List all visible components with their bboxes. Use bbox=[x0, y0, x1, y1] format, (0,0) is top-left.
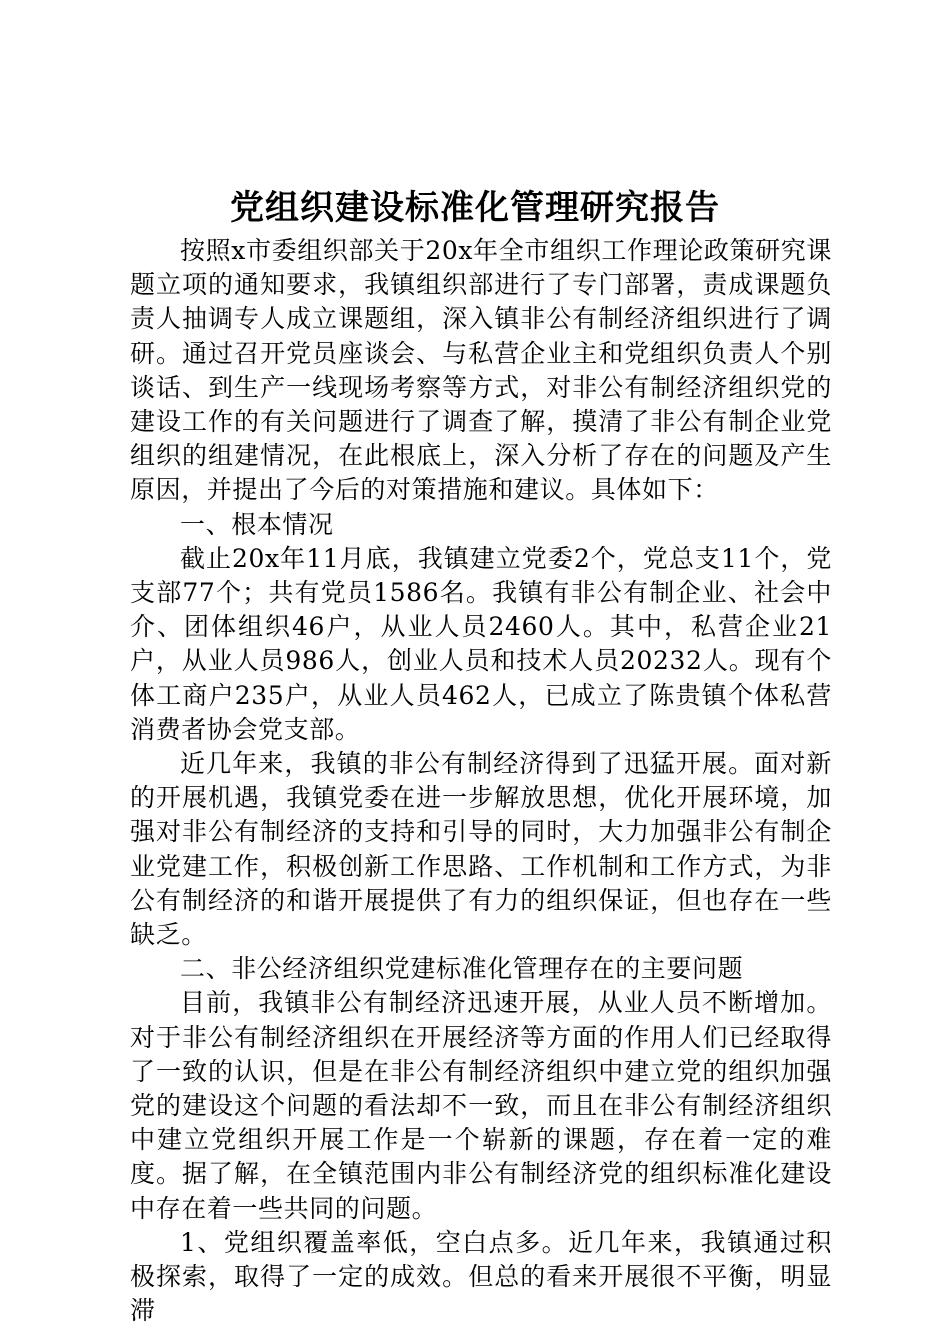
paragraph-current-status: 目前，我镇非公有制经济迅速开展，从业人员不断增加。对于非公有制经济组织在开展经济等方面的作用人们已经取得了一致的认识，但是在非公有制经济组织中建立党的组织加强党的建设这个问题的看法却不一致，而且在非公有制经济组织中建立党组织开展工作是一个崭新的课题，存在着一定的难度。据了解，在全镇范围内非公有制经济党的组织标准化建设中存在着一些共同的问题。 bbox=[130, 988, 832, 1223]
paragraph-statistics: 截止20x年11月底，我镇建立党委2个，党总支11个，党支部77个；共有党员1586名。我镇有非公有制企业、社会中介、团体组织46户，从业人员2460人。其中，私营企业21户，从业人员986人，创业人员和技术人员20232人。现有个体工商户235户，从业人员462人，已成立了陈贵镇个体私营消费者协会党支部。 bbox=[130, 543, 832, 744]
document-title: 党组织建设标准化管理研究报告 bbox=[230, 188, 720, 228]
paragraph-problem-1: 1、党组织覆盖率低，空白点多。近几年来，我镇通过积极探索，取得了一定的成效。但总的看来开展很不平衡，明显滞 bbox=[130, 1227, 832, 1326]
paragraph-development: 近几年来，我镇的非公有制经济得到了迅猛开展。面对新的开展机遇，我镇党委在进一步解放思想，优化开展环境，加强对非公有制经济的支持和引导的同时，大力加强非公有制企业党建工作，积极创新工作思路、工作机制和工作方式，为非公有制经济的和谐开展提供了有力的组织保证，但也存在一些缺乏。 bbox=[130, 749, 832, 950]
paragraph-intro: 按照x市委组织部关于20x年全市组织工作理论政策研究课题立项的通知要求，我镇组织部进行了专门部署，责成课题负责人抽调专人成立课题组，深入镇非公有制经济组织进行了调研。通过召开党员座谈会、与私营企业主和党组织负责人个别谈话、到生产一线现场考察等方式，对非公有制经济组织党的建设工作的有关问题进行了调查了解，摸清了非公有制企业党组织的组建情况，在此根底上，深入分析了存在的问题及产生原因，并提出了今后的对策措施和建议。具体如下： bbox=[130, 236, 832, 505]
section-heading-basic-situation: 一、根本情况 bbox=[180, 509, 334, 539]
document-body bbox=[130, 234, 832, 1329]
section-heading-main-problems: 二、非公经济组织党建标准化管理存在的主要问题 bbox=[180, 954, 744, 984]
